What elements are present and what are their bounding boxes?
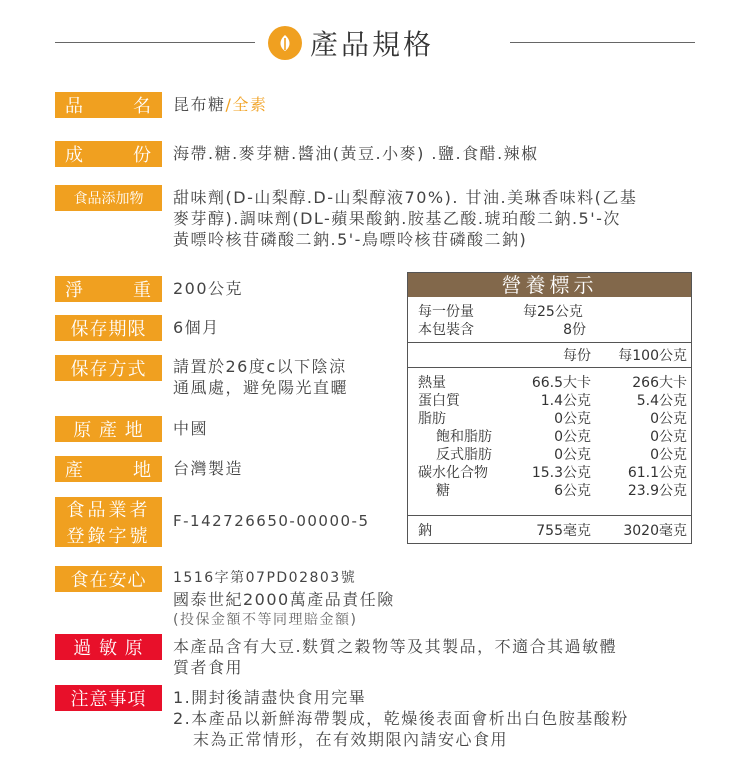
vegetarian-tag: 全素 [232, 95, 268, 114]
page-title-wrap [268, 22, 498, 64]
value-allergen: 本產品含有大豆.麩質之穀物等及其製品，不適合其過敏體 質者食用 [173, 637, 618, 677]
label-storage: 保存方式 [55, 355, 162, 381]
label-ingredients: 成 份 [55, 141, 162, 167]
nutrient-per-100g: 5.4公克 [636, 393, 687, 409]
nutrient-per-serving: 66.5大卡 [531, 375, 591, 391]
nutrient-per-100g: 3020毫克 [623, 523, 687, 539]
label-additives: 食品添加物 [55, 185, 162, 211]
nutrition-table: 營養標示 每一份量 每25公克 本包裝含 8份 每份 每100公克 熱量 66.5大卡 266大卡 蛋白質 1.4公克 5.4公克 脂肪 0公克 0公克 飽和脂肪 0公克 0公克 反式脂肪 0公克 0公克 碳水化合物 15.3公克 61.1公克 糖 6公克 23.9公克 鈉 755毫克 3020毫克 [407, 272, 692, 544]
nutrient-name: 鈉 [418, 523, 432, 539]
value-additives: 甜味劑(D-山梨醇.D-山梨醇液70%). 甘油.美琳香味料(乙基 麥芽醇).調味劑(DL-蘋果酸鈉.胺基乙酸.琥珀酸二鈉.5'-次 黃嘌呤核苷磷酸二鈉.5'-鳥嘌呤核苷磷酸二鈉) [173, 188, 638, 249]
leaf-icon [268, 26, 302, 60]
nutrient-name: 糖 [436, 483, 450, 499]
nutrient-per-serving: 755毫克 [536, 523, 591, 539]
value-registration: F-142726650-00000-5 [173, 512, 370, 530]
nutrient-per-serving: 1.4公克 [540, 393, 591, 409]
label-origin: 原 產 地 [55, 416, 162, 442]
label-name: 品 名 [55, 92, 162, 118]
page-title: 產品規格 [310, 28, 435, 61]
label-allergen: 過 敏 原 [55, 634, 162, 660]
label-producer: 產 地 [55, 456, 162, 482]
title-rule-right [510, 42, 695, 43]
label-notice: 注意事項 [55, 685, 162, 711]
nutrient-per-serving: 6公克 [554, 483, 591, 499]
nutrient-name: 碳水化合物 [418, 465, 488, 481]
nutrient-per-serving: 0公克 [554, 447, 591, 463]
nutrient-per-100g: 23.9公克 [627, 483, 687, 499]
nutrient-name: 反式脂肪 [436, 447, 492, 463]
value-ingredients: 海帶.糖.麥芽糖.醬油(黃豆.小麥) .鹽.食醋.辣椒 [173, 144, 539, 163]
nutrient-per-100g: 0公克 [650, 447, 687, 463]
nutrient-per-serving: 0公克 [554, 411, 591, 427]
title-rule-left [55, 42, 255, 43]
value-net-weight: 200公克 [173, 279, 244, 298]
nutrient-name: 蛋白質 [418, 393, 460, 409]
label-safety: 食在安心 [55, 566, 162, 592]
value-storage: 請置於26度c以下陰涼 通風處，避免陽光直曬 [173, 357, 349, 397]
nutrient-name: 飽和脂肪 [436, 429, 492, 445]
value-origin: 中國 [173, 419, 209, 438]
nutrient-name: 脂肪 [418, 411, 446, 427]
value-shelf-life: 6個月 [173, 318, 220, 337]
label-registration: 食品業者 登錄字號 [55, 497, 162, 547]
label-shelf-life: 保存期限 [55, 315, 162, 341]
nutrient-per-100g: 61.1公克 [627, 465, 687, 481]
nutrient-name: 熱量 [418, 375, 446, 391]
value-safety: 1516字第07PD02803號 國泰世紀2000萬產品責任險 (投保金額不等同理賠金額) [173, 570, 395, 628]
value-notice: 1.開封後請盡快食用完畢 2.本產品以新鮮海帶製成，乾燥後表面會析出白色胺基酸粉 末為正常情形，在有效期限內請安心食用 [173, 688, 629, 749]
nutrient-per-serving: 15.3公克 [531, 465, 591, 481]
nutrition-header: 營養標示 [408, 273, 691, 297]
value-name: 昆布糖/全素 [173, 95, 268, 114]
nutrient-per-serving: 0公克 [554, 429, 591, 445]
nutrient-per-100g: 0公克 [650, 429, 687, 445]
value-producer: 台灣製造 [173, 459, 244, 478]
nutrient-per-100g: 0公克 [650, 411, 687, 427]
nutrient-per-100g: 266大卡 [632, 375, 687, 391]
label-net-weight: 淨 重 [55, 276, 162, 302]
